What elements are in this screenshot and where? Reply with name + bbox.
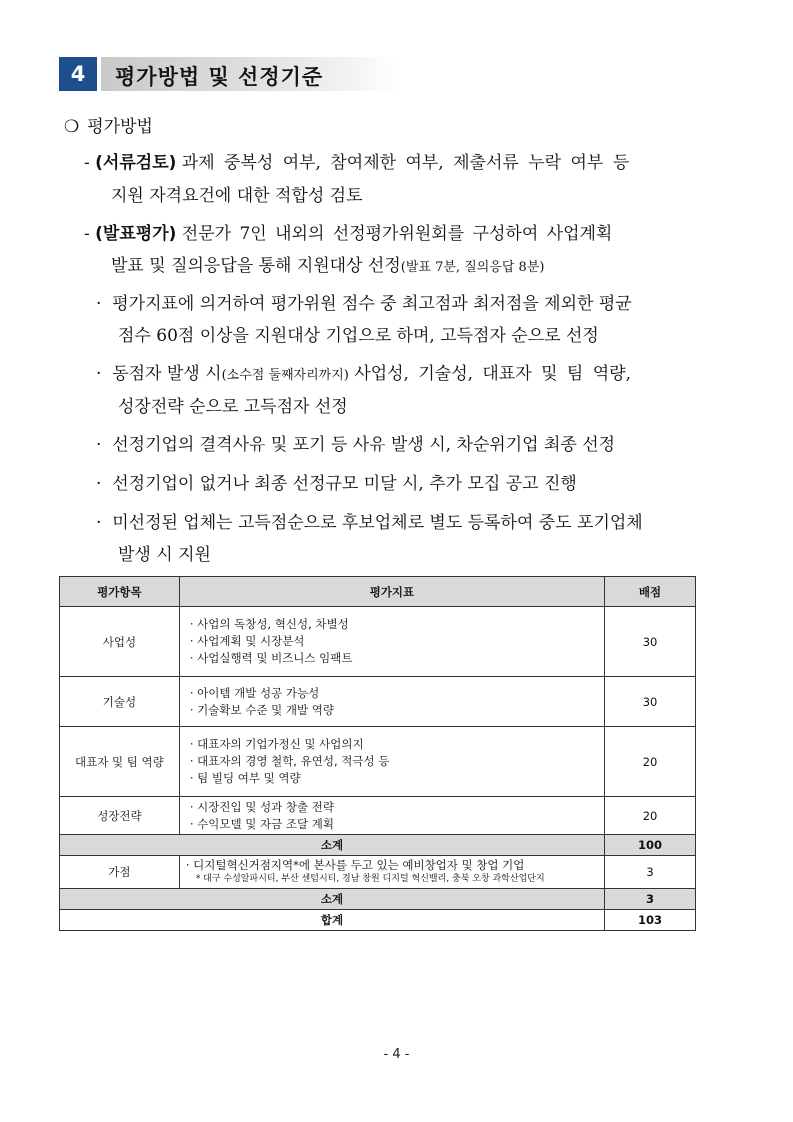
section-title-bar (101, 57, 399, 91)
total-label: 합계 (60, 910, 605, 931)
dot-bullet-icon: · (96, 513, 102, 533)
row-score: 30 (605, 607, 696, 677)
dot-bullet-icon: · (96, 364, 102, 384)
total-row (60, 910, 696, 931)
page-number: - 4 - (383, 1047, 410, 1062)
doc-review-line1 (84, 148, 696, 173)
indicator-line: · 기술확보 수준 및 개발 역량 (189, 702, 334, 717)
indicator-line: · 대표자의 경영 철학, 유연성, 적극성 등 (189, 754, 390, 768)
row-item: 기술성 (60, 677, 180, 727)
row-score: 30 (605, 677, 696, 727)
section-title: 평가방법 및 선정기준 (115, 65, 324, 89)
row-indicators (179, 607, 604, 677)
subtotal-label: 소계 (60, 835, 605, 856)
dot-bullet-icon: · (96, 294, 102, 314)
indicator-line: · 사업계획 및 시장분석 (189, 634, 305, 648)
total-value: 103 (605, 910, 696, 931)
indicator-line: · 수익모델 및 자금 조달 계획 (189, 816, 334, 831)
bullet-1-line1 (96, 289, 632, 314)
bonus-score: 3 (605, 856, 696, 889)
presentation-text2: 발표 및 질의응답을 통해 지원대상 선정 (111, 256, 401, 276)
subtotal-value: 100 (605, 835, 696, 856)
dot-bullet-icon: · (96, 474, 102, 494)
bullet-2-text1b: 사업성, 기술성, 대표자 및 팀 역량, (354, 364, 631, 384)
bonus-indicator-cell (179, 856, 604, 889)
indicator-line: · 대표자의 기업가정신 및 사업의지 (189, 737, 364, 751)
bonus-note: * 대구 수성알파시티, 부산 센텀시티, 경남 창원 디지털 혁신밸리, 충북 오창 과학산업단지 (195, 874, 545, 884)
bullet-5-text1: 미선정된 업체는 고득점순으로 후보업체로 별도 등록하여 중도 포기업체 (112, 513, 643, 533)
table-header-row (60, 577, 696, 607)
row-score: 20 (605, 797, 696, 835)
table-row (60, 797, 696, 835)
bullet-1-text1: 평가지표에 의거하여 평가위원 점수 중 최고점과 최저점을 제외한 평균 (112, 294, 632, 314)
header-score: 배점 (605, 577, 696, 607)
presentation-line1 (84, 219, 696, 244)
bonus-row (60, 856, 696, 889)
subtotal-label: 소계 (60, 889, 605, 910)
bullet-2-text1a: 동점자 발생 시 (112, 364, 222, 384)
doc-review-line2: 지원 자격요건에 대한 적합성 검토 (111, 186, 363, 206)
bullet-2-line2: 성장전략 순으로 고득점자 선정 (118, 397, 348, 417)
bullet-2-small-note: (소수점 둘째자리까지) (221, 368, 349, 383)
subheading (64, 112, 153, 137)
circle-bullet-icon: ❍ (64, 117, 80, 137)
bullet-5-line1 (96, 508, 643, 533)
section-header (59, 57, 399, 91)
row-indicators (179, 797, 604, 835)
row-item: 성장전략 (60, 797, 180, 835)
dash-marker: - (84, 224, 90, 244)
section-number: 4 (59, 57, 97, 91)
bullet-4 (96, 469, 577, 494)
indicator-line: · 사업실행력 및 비즈니스 임팩트 (189, 651, 353, 665)
row-indicators (179, 677, 604, 727)
table-row (60, 677, 696, 727)
bullet-2-line1 (96, 359, 631, 384)
indicator-line: · 시장진입 및 성과 창출 전략 (189, 799, 334, 814)
dash-marker: - (84, 153, 90, 173)
bullet-1-line2: 점수 60점 이상을 지원대상 기업으로 하며, 고득점자 순으로 선정 (118, 326, 599, 346)
doc-review-label: (서류검토) (95, 153, 177, 173)
indicator-line: · 팀 빌딩 여부 및 역량 (189, 771, 301, 785)
bonus-item: 가점 (60, 856, 180, 889)
table-row (60, 727, 696, 797)
header-item: 평가항목 (60, 577, 180, 607)
subtotal-row (60, 889, 696, 910)
evaluation-table (59, 576, 696, 931)
header-indicator: 평가지표 (179, 577, 604, 607)
subtotal-value: 3 (605, 889, 696, 910)
presentation-line2 (111, 251, 544, 276)
indicator-line: · 사업의 독창성, 혁신성, 차별성 (189, 617, 349, 631)
row-item: 사업성 (60, 607, 180, 677)
presentation-label: (발표평가) (95, 224, 177, 244)
bullet-3-text: 선정기업의 결격사유 및 포기 등 사유 발생 시, 차순위기업 최종 선정 (112, 435, 616, 455)
row-indicators (179, 727, 604, 797)
row-score: 20 (605, 727, 696, 797)
table-row (60, 607, 696, 677)
bullet-5-line2: 발생 시 지원 (118, 545, 211, 565)
presentation-time-note: (발표 7분, 질의응답 8분) (400, 260, 545, 275)
bonus-indicator: · 디지털혁신거점지역*에 본사를 두고 있는 예비창업자 및 창업 기업 (185, 858, 525, 872)
doc-review-text1: 과제 중복성 여부, 참여제한 여부, 제출서류 누락 여부 등 (181, 153, 630, 173)
presentation-text1: 전문가 7인 내외의 선정평가위원회를 구성하여 사업계획 (181, 224, 613, 244)
indicator-line: · 아이템 개발 성공 가능성 (189, 685, 320, 700)
dot-bullet-icon: · (96, 435, 102, 455)
row-item: 대표자 및 팀 역량 (60, 727, 180, 797)
subtotal-row (60, 835, 696, 856)
bullet-4-text: 선정기업이 없거나 최종 선정규모 미달 시, 추가 모집 공고 진행 (112, 474, 577, 494)
subheading-text: 평가방법 (87, 117, 153, 137)
bullet-3 (96, 430, 615, 455)
